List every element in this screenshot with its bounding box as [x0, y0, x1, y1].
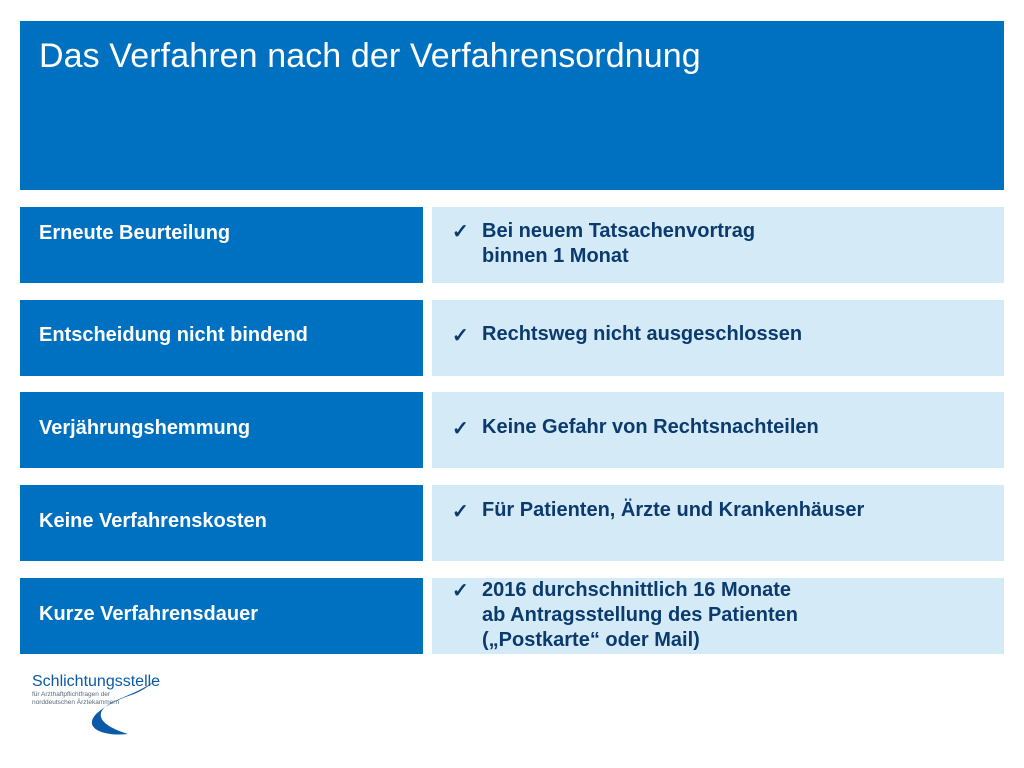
row-detail-line: Bei neuem Tatsachenvortrag — [482, 220, 756, 242]
row-label-box — [20, 485, 423, 561]
row-label-box — [20, 300, 423, 376]
row-label: Verjährungshemmung — [39, 417, 251, 439]
check-icon: ✓ — [452, 221, 469, 243]
row-detail-line: binnen 1 Monat — [482, 245, 629, 267]
check-icon: ✓ — [452, 325, 469, 347]
check-icon: ✓ — [452, 580, 469, 602]
slide-title: Das Verfahren nach der Verfahrensordnung — [39, 37, 701, 75]
row-label-box — [20, 392, 423, 468]
row-label-box — [20, 207, 423, 283]
row-detail-box — [432, 485, 1004, 561]
row-detail-line: ab Antragsstellung des Patienten — [482, 604, 798, 626]
row-detail-box — [432, 392, 1004, 468]
check-icon: ✓ — [452, 418, 469, 440]
row-label-box — [20, 578, 423, 654]
row-label: Erneute Beurteilung — [39, 222, 231, 244]
row-label: Entscheidung nicht bindend — [39, 324, 308, 346]
logo-subtitle: norddeutschen Ärztekammern — [32, 699, 120, 706]
row-detail-line: Rechtsweg nicht ausgeschlossen — [482, 323, 803, 345]
row-detail-box — [432, 300, 1004, 376]
row-detail-box — [432, 578, 1004, 654]
row-detail-line: 2016 durchschnittlich 16 Monate — [482, 579, 791, 601]
schlichtungsstelle-logo — [30, 668, 200, 738]
check-icon: ✓ — [452, 501, 469, 523]
logo-name: Schlichtungsstelle — [32, 673, 161, 690]
row-label: Keine Verfahrenskosten — [39, 510, 267, 532]
row-detail-line: Keine Gefahr von Rechtsnachteilen — [482, 416, 819, 438]
row-label: Kurze Verfahrensdauer — [39, 603, 258, 625]
row-detail-line: Für Patienten, Ärzte und Krankenhäuser — [482, 499, 865, 521]
row-detail-box — [432, 207, 1004, 283]
row-detail-line: („Postkarte“ oder Mail) — [482, 629, 700, 651]
title-banner — [20, 21, 1004, 190]
logo-subtitle: für Arzthaftpflichtfragen der — [32, 691, 111, 698]
